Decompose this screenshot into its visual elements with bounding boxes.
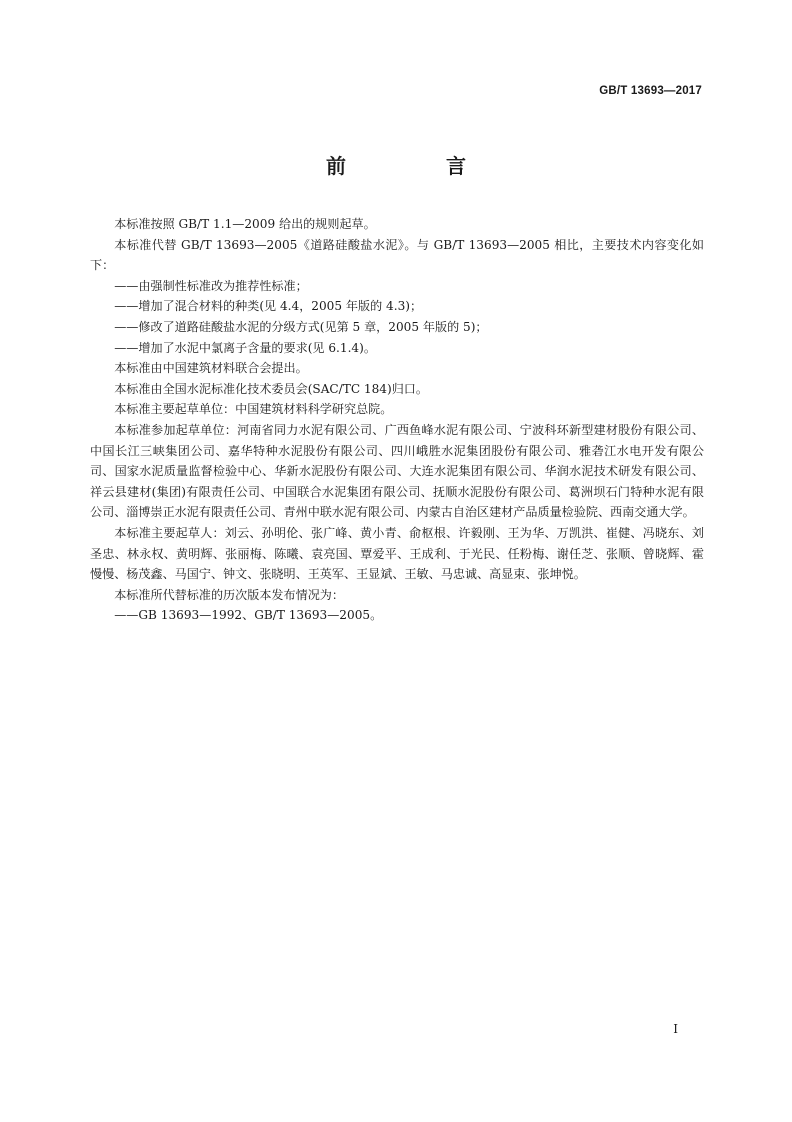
list-item: ——增加了水泥中氯离子含量的要求(见 6.1.4)。 [114, 340, 376, 355]
paragraph: 本标准按照 GB/T 1.1—2009 给出的规则起草。 [114, 217, 376, 231]
paragraph: 本标准主要起草人：刘云、孙明伦、张广峰、黄小青、俞枢根、许毅刚、王为华、万凯洪、崔健、冯晓东、刘圣忠、林永权、黄明辉、张丽梅、陈曦、袁亮国、覃爱平、王成利、于光民、任粉梅、谢任芝、张顺、曾晓辉、霍慢慢、杨茂鑫、马国宁、钟文、张晓明、王英军、王显斌、王敏、马忠诚、高显束、张坤悦。 [90, 525, 704, 582]
document-body [90, 214, 704, 626]
paragraph: 本标准由全国水泥标准化技术委员会(SAC/TC 184)归口。 [114, 381, 428, 396]
paragraph: 本标准参加起草单位：河南省同力水泥有限公司、广西鱼峰水泥有限公司、宁波科环新型建材股份有限公司、中国长江三峡集团公司、嘉华特种水泥股份有限公司、四川峨胜水泥集团股份有限公司、雅砻江水电开发有限公司、国家水泥质量监督检验中心、华新水泥股份有限公司、大连水泥集团有限公司、华润水泥技术研发有限公司、祥云县建材(集团)有限责任公司、中国联合水泥集团有限公司、抚顺水泥股份有限公司、葛洲坝石门特种水泥有限公司、淄博崇正水泥有限责任公司、青州中联水泥有限公司、内蒙古自治区建材产品质量检验院、西南交通大学。 [90, 422, 704, 520]
paragraph: 本标准主要起草单位：中国建筑材料科学研究总院。 [114, 402, 393, 417]
list-item: ——增加了混合材料的种类(见 4.4，2005 年版的 4.3)； [114, 299, 423, 314]
page-number: I [673, 1022, 678, 1036]
page-title: 前 言 [326, 154, 506, 178]
list-item: ——修改了道路硅酸盐水泥的分级方式(见第 5 章，2005 年版的 5)； [114, 319, 488, 334]
paragraph: 本标准所代替标准的历次版本发布情况为： [114, 587, 344, 602]
list-item: ——由强制性标准改为推荐性标准； [114, 278, 308, 293]
standard-code: GB/T 13693—2017 [599, 85, 702, 97]
paragraph: 本标准由中国建筑材料联合会提出。 [114, 361, 308, 376]
list-item: ——GB 13693—1992、GB/T 13693—2005。 [114, 608, 383, 623]
paragraph: 本标准代替 GB/T 13693—2005《道路硅酸盐水泥》。与 GB/T 13693—2005 相比，主要技术内容变化如下： [90, 237, 704, 273]
